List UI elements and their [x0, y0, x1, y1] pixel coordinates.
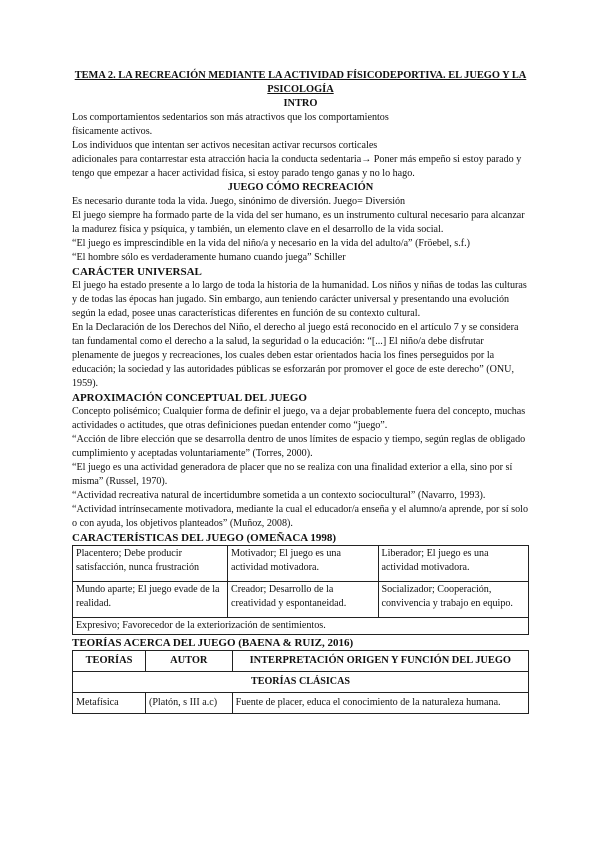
- table-row: [73, 582, 529, 618]
- heading-caracteristicas: CARACTERÍSTICAS DEL JUEGO (OMEÑACA 1998): [72, 532, 337, 544]
- intro-line-3: Los individuos que intentan ser activos necesitan activar recursos corticales: [72, 140, 378, 151]
- column-header-teorias: TEORÍAS: [73, 651, 146, 672]
- heading-intro: INTRO: [283, 98, 318, 109]
- table-row: [73, 546, 529, 582]
- table-cell: (Platón, s III a.c): [145, 693, 232, 714]
- quote-navarro: “Actividad recreativa natural de incertidumbre sometida a un contexto sociocultural” (Navarro, 1993).: [72, 490, 486, 501]
- caracteristicas-table: [72, 545, 529, 635]
- juego-paragraph-2: El juego siempre ha formado parte de la vida del ser humano, es un instrumento cultural necesario para alcanzar la madurez física y psíquica, y también, un elemento clave en el desarrollo de la vida social.: [72, 210, 525, 235]
- section-teorias-clasicas: TEORÍAS CLÁSICAS: [73, 672, 529, 693]
- heading-teorias: TEORÍAS ACERCA DEL JUEGO (BAENA & RUIZ, 2016): [72, 637, 354, 649]
- table-cell: Fuente de placer, educa el conocimiento de la naturaleza humana.: [232, 693, 528, 714]
- table-row: [73, 693, 529, 714]
- table-cell: Placentero; Debe producir satisfacción, nunca frustración: [73, 546, 228, 582]
- quote-froebel: “El juego es imprescindible en la vida del niño/a y necesario en la vida del adulto/a” (Fröebel, s.f.): [72, 238, 471, 249]
- juego-paragraph-1: Es necesario durante toda la vida. Juego, sinónimo de diversión. Juego= Diversión: [72, 196, 406, 207]
- quote-torres: “Acción de libre elección que se desarrolla dentro de unos límites de espacio y tiempo, según reglas de obligado cumplimiento y aceptadas voluntariamente” (Torres, 2000).: [72, 434, 526, 459]
- table-cell: Mundo aparte; El juego evade de la realidad.: [73, 582, 228, 618]
- intro-paragraph: adicionales para contarrestar esta atracción hacia la conducta sedentaria→ Poner más empeño si estoy parado y tengo que empezar a hacer actividad física, si estoy parado tengo ganas y no lo hago.: [72, 154, 522, 179]
- heading-juego-recreacion: JUEGO CÓMO RECREACIÓN: [227, 182, 374, 193]
- table-cell: Motivador; El juego es una actividad motivadora.: [228, 546, 378, 582]
- document-title: TEMA 2. LA RECREACIÓN MEDIANTE LA ACTIVIDAD FÍSICODEPORTIVA. EL JUEGO Y LA PSICOLOGÍA: [74, 70, 527, 95]
- table-header-row: [73, 651, 529, 672]
- quote-russel: “El juego es una actividad generadora de placer que no se realiza con una finalidad exterior a ella, sino por sí misma” (Russel, 1970).: [72, 462, 513, 487]
- table-row: [73, 618, 529, 635]
- caracter-paragraph-2: En la Declaración de los Derechos del Niño, el derecho al juego está reconocido en el artículo 7 y se considera tan fundamental como el derecho a la salud, la seguridad o la educación: “[...] El niño/a debe disfrutar plenamente de juegos y recreaciones, los cuales deben estar orientados hacia los fines perseguidos por la educación; la sociedad y las autoridades públicas se esforzarán por promover el goce de este derecho” (ONU, 1959).: [72, 322, 519, 389]
- caracter-paragraph-1: El juego ha estado presente a lo largo de toda la historia de la humanidad. Los niños y niñas de todas las culturas y de todas las épocas han jugado. Sin embargo, aun teniendo carácter universal y presentando una evolución según la edad, posee unas características diferentes en función de su contexto cultural.: [72, 280, 527, 319]
- quote-schiller: “El hombre sólo es verdaderamente humano cuando juega” Schiller: [72, 252, 346, 263]
- table-cell: Liberador; El juego es una actividad motivadora.: [378, 546, 529, 582]
- aproximacion-paragraph: Concepto polisémico; Cualquier forma de definir el juego, va a dejar probablemente fuera del concepto, muchas actividades o actitudes, que otras definiciones puedan entender como “juego”.: [72, 406, 526, 431]
- intro-line-2: físicamente activos.: [72, 126, 153, 137]
- column-header-autor: AUTOR: [145, 651, 232, 672]
- table-section-row: [73, 672, 529, 693]
- heading-aproximacion: APROXIMACIÓN CONCEPTUAL DEL JUEGO: [72, 392, 307, 404]
- teorias-table: [72, 650, 529, 714]
- table-cell: Metafísica: [73, 693, 146, 714]
- heading-caracter-universal: CARÁCTER UNIVERSAL: [72, 266, 202, 278]
- table-cell: Creador; Desarrollo de la creatividad y espontaneidad.: [228, 582, 378, 618]
- table-cell: Expresivo; Favorecedor de la exteriorización de sentimientos.: [73, 618, 529, 635]
- column-header-interpretacion: INTERPRETACIÓN ORIGEN Y FUNCIÓN DEL JUEGO: [232, 651, 528, 672]
- intro-line-1: Los comportamientos sedentarios son más atractivos que los comportamientos: [72, 112, 389, 123]
- quote-munoz: “Actividad intrínsecamente motivadora, mediante la cual el educador/a enseña y el alumno/a aprende, por sí solo o con ayuda, los objetivos planteados” (Muñoz, 2008).: [72, 504, 529, 529]
- table-cell: Socializador; Cooperación, convivencia y trabajo en equipo.: [378, 582, 529, 618]
- document-page: [72, 69, 529, 714]
